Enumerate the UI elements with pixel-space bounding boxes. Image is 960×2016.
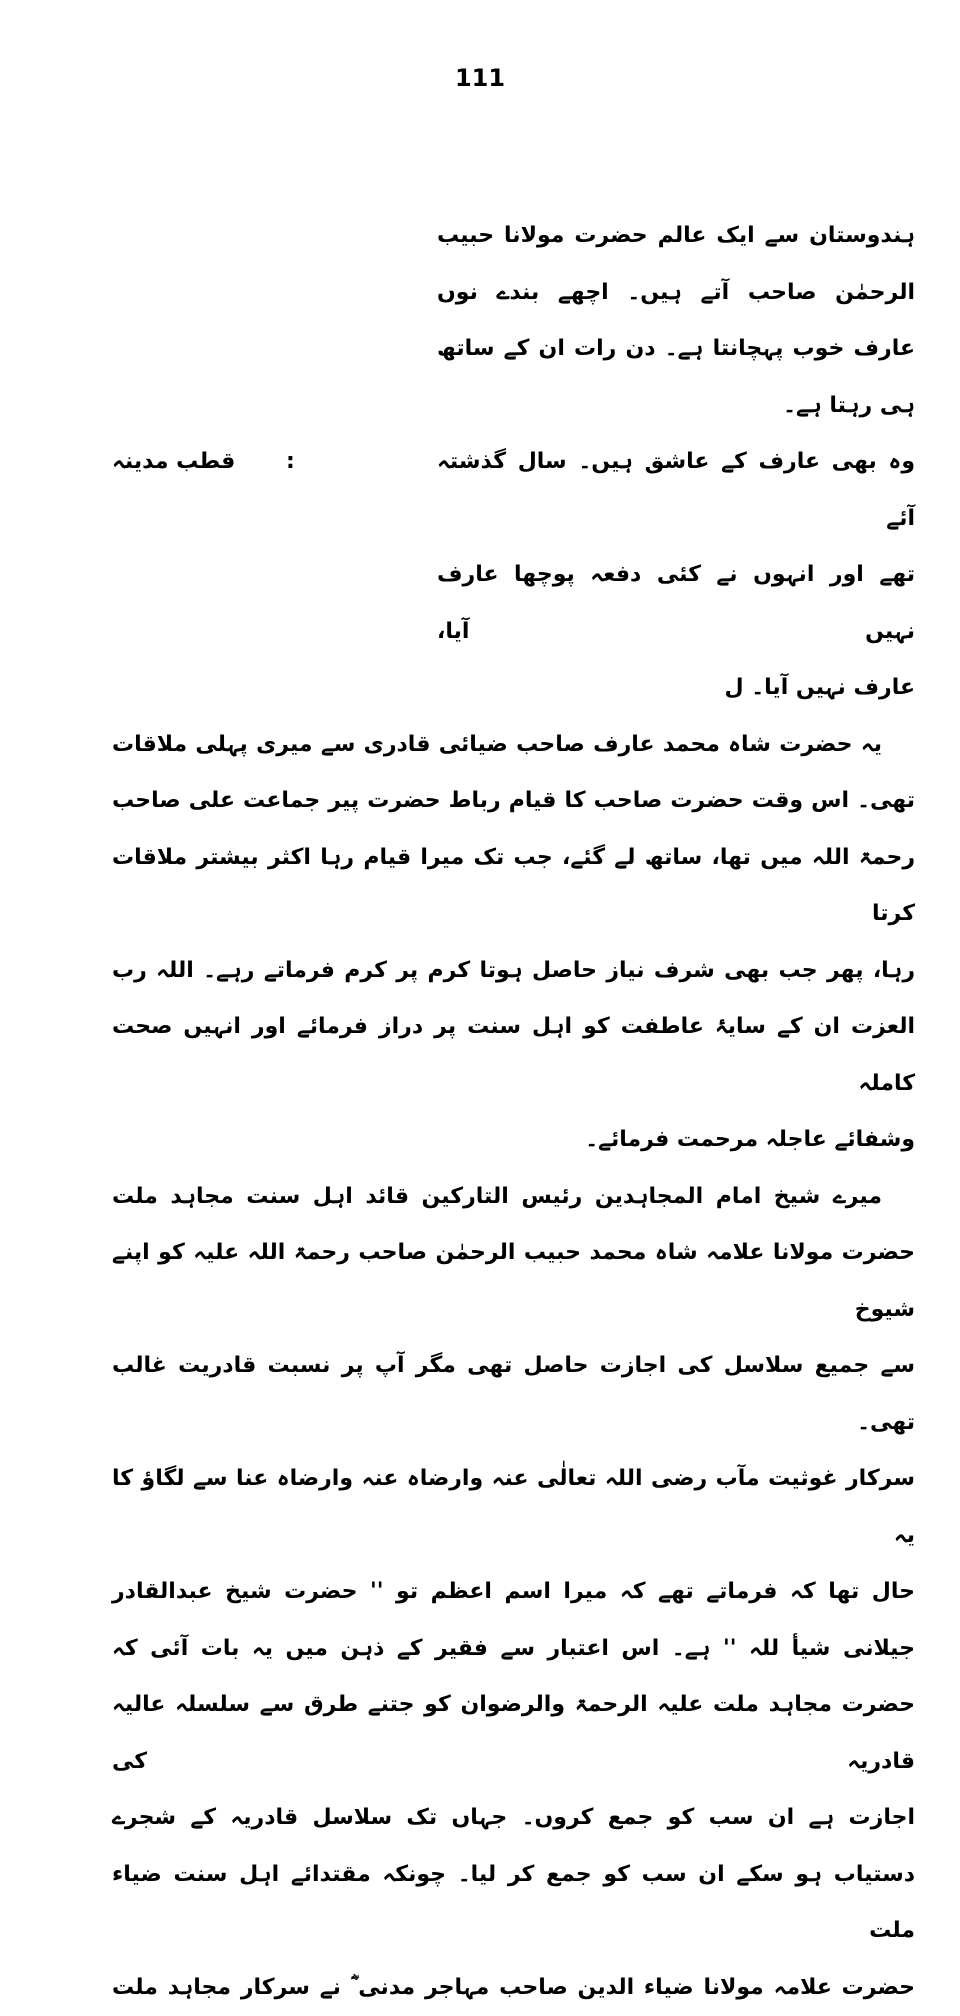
paragraph-line: تھی۔ اس وقت حضرت صاحب کا قیام رباط حضرت پیر جماعت علی صاحب bbox=[112, 773, 915, 830]
paragraph-line: سے جمیع سلاسل کی اجازت حاصل تھی مگر آپ پر نسبت قادریت غالب تھی۔ bbox=[112, 1338, 915, 1451]
paragraph-line: سرکار غوثیت مآب رضی اللہ تعالٰی عنہ وارضاہ عنہ وارضاہ عنا سے لگاؤ کا یہ bbox=[112, 1451, 915, 1564]
paragraph-line: حضرت علامہ مولانا ضیاء الدین صاحب مہاجر مدنی ؓ نے سرکار مجاہد ملت bbox=[112, 1960, 915, 2016]
verse-line: وہ بھی عارف کے عاشق ہیں۔ سال گذشتہ آئے bbox=[437, 434, 915, 547]
verse-label: قطب مدینہ bbox=[112, 434, 235, 491]
paragraph-line: رہا، پھر جب بھی شرف نیاز حاصل ہوتا کرم پر کرم فرماتے رہے۔ اللہ رب bbox=[112, 943, 915, 1000]
paragraph-line: میرے شیخ امام المجاہدین رئیس التارکین قائد اہل سنت مجاہد ملت bbox=[112, 1169, 915, 1226]
verse-line: عارف نہیں آیا۔ ل bbox=[437, 660, 915, 717]
paragraph-line: رحمۃ اللہ میں تھا، ساتھ لے گئے، جب تک میرا قیام رہا اکثر بیشتر ملاقات کرتا bbox=[112, 830, 915, 943]
verse-line: تھے اور انہوں نے کئی دفعہ پوچھا عارف نہیں آیا، bbox=[437, 547, 915, 660]
paragraph-line: دستیاب ہو سکے ان سب کو جمع کر لیا۔ چونکہ مقتدائے اہل سنت ضیاء ملت bbox=[112, 1847, 915, 1960]
verse-row-with-label bbox=[112, 434, 915, 547]
page-body bbox=[112, 208, 915, 2016]
paragraph-line: حضرت مولانا علامہ شاہ محمد حبیب الرحمٰن صاحب رحمۃ اللہ علیہ کو اپنے شیوخ bbox=[112, 1225, 915, 1338]
paragraph-line: یہ حضرت شاہ محمد عارف صاحب ضیائی قادری سے میری پہلی ملاقات bbox=[112, 717, 915, 774]
verse-line: الرحمٰن صاحب آتے ہیں۔ اچھے بندے نوں bbox=[437, 265, 915, 322]
paragraph-line: حضرت مجاہد ملت علیہ الرحمۃ والرضوان کو جتنے طرق سے سلسلہ عالیہ قادریہ کی bbox=[112, 1677, 915, 1790]
verse-colon: : bbox=[286, 434, 295, 491]
paragraph-line: حال تھا کہ فرماتے تھے کہ میرا اسم اعظم تو '' حضرت شیخ عبدالقادر bbox=[112, 1564, 915, 1621]
paragraph-line: اجازت ہے ان سب کو جمع کروں۔ جہاں تک سلاسل قادریہ کے شجرے bbox=[112, 1790, 915, 1847]
verse-line: عارف خوب پہچانتا ہے۔ دن رات ان کے ساتھ bbox=[437, 321, 915, 378]
verse-line: ہی رہتا ہے۔ bbox=[437, 378, 915, 435]
paragraph-line: وشفائے عاجلہ مرحمت فرمائے۔ bbox=[112, 1112, 915, 1169]
paragraph-line: جیلانی شیأ للہ '' ہے۔ اس اعتبار سے فقیر کے ذہن میں یہ بات آئی کہ bbox=[112, 1621, 915, 1678]
page-number: 111 bbox=[0, 0, 960, 98]
verse-line: ہندوستان سے ایک عالم حضرت مولانا حبیب bbox=[437, 208, 915, 265]
paragraph-line: العزت ان کے سایۂ عاطفت کو اہل سنت پر دراز فرمائے اور انہیں صحت کاملہ bbox=[112, 999, 915, 1112]
